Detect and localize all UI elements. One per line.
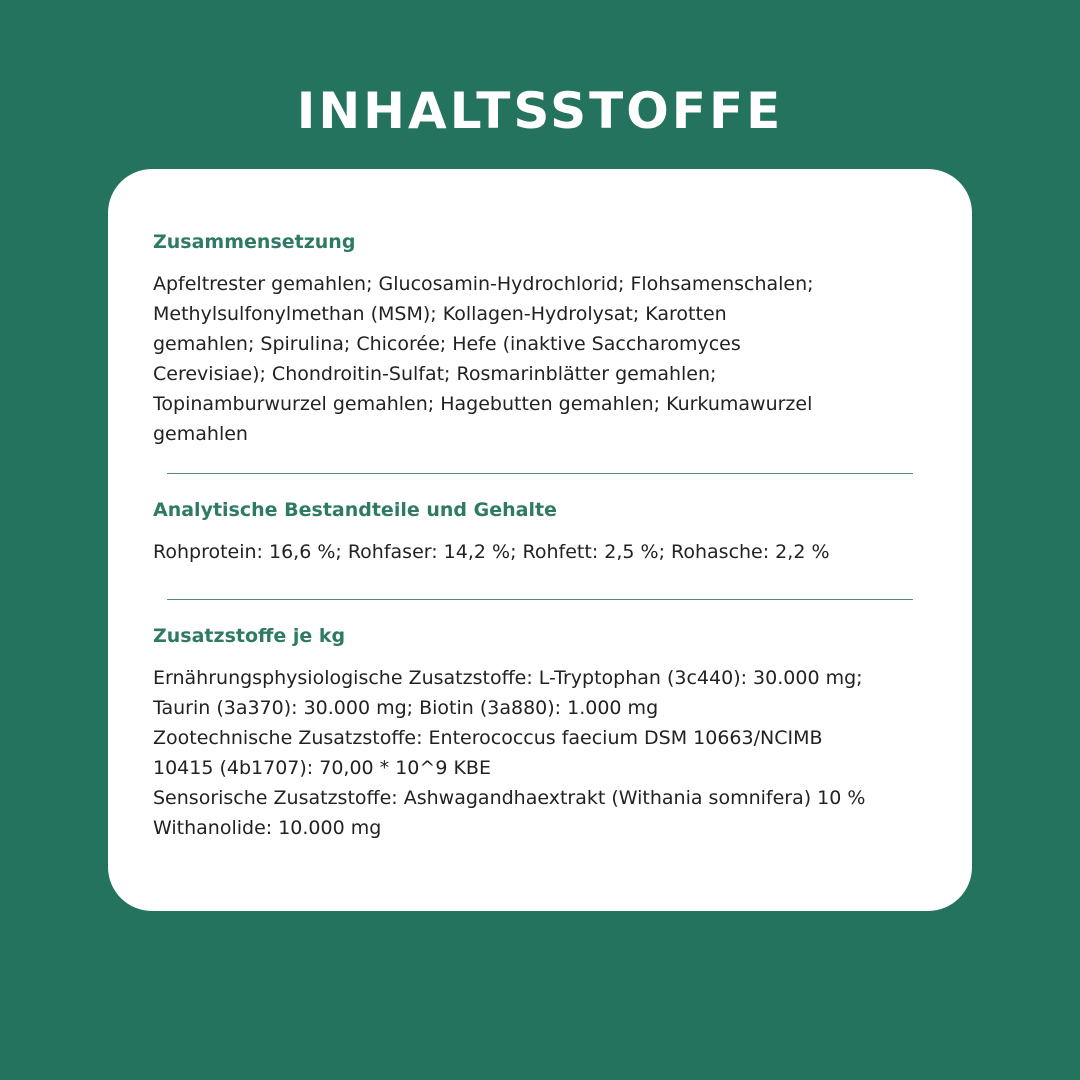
text-line: Topinamburwurzel gemahlen; Hagebutten gemahlen; Kurkumawurzel: [153, 393, 813, 415]
text-line: Sensorische Zusatzstoffe: Ashwagandhaextrakt (Withania somnifera) 10 %: [153, 787, 866, 809]
section-heading: Zusammensetzung: [153, 231, 356, 253]
section-additives: [153, 621, 933, 843]
text-line: 10415 (4b1707): 70,00 * 10^9 KBE: [153, 757, 491, 779]
text-line: Cerevisiae); Chondroitin-Sulfat; Rosmarinblätter gemahlen;: [153, 363, 717, 385]
section-heading: Analytische Bestandteile und Gehalte: [153, 499, 557, 521]
text-line: gemahlen; Spirulina; Chicorée; Hefe (inaktive Saccharomyces: [153, 333, 741, 355]
text-line: Taurin (3a370): 30.000 mg; Biotin (3a880): 1.000 mg: [153, 697, 659, 719]
text-line: gemahlen: [153, 423, 248, 445]
text-line: Rohprotein: 16,6 %; Rohfaser: 14,2 %; Rohfett: 2,5 %; Rohasche: 2,2 %: [153, 541, 830, 563]
section-heading: Zusatzstoffe je kg: [153, 625, 346, 647]
text-line: Apfeltrester gemahlen; Glucosamin-Hydrochlorid; Flohsamenschalen;: [153, 273, 814, 295]
page-title: INHALTSSTOFFE: [296, 82, 784, 140]
text-line: Ernährungsphysiologische Zusatzstoffe: L-Tryptophan (3c440): 30.000 mg;: [153, 667, 863, 689]
text-line: Withanolide: 10.000 mg: [153, 817, 382, 839]
text-line: Methylsulfonylmethan (MSM); Kollagen-Hydrolysat; Karotten: [153, 303, 727, 325]
ingredients-card: [108, 169, 972, 911]
section-divider: [167, 599, 913, 600]
text-line: Zootechnische Zusatzstoffe: Enterococcus faecium DSM 10663/NCIMB: [153, 727, 823, 749]
section-analytical-components: [153, 495, 933, 567]
section-composition: [153, 227, 933, 449]
section-divider: [167, 473, 913, 474]
